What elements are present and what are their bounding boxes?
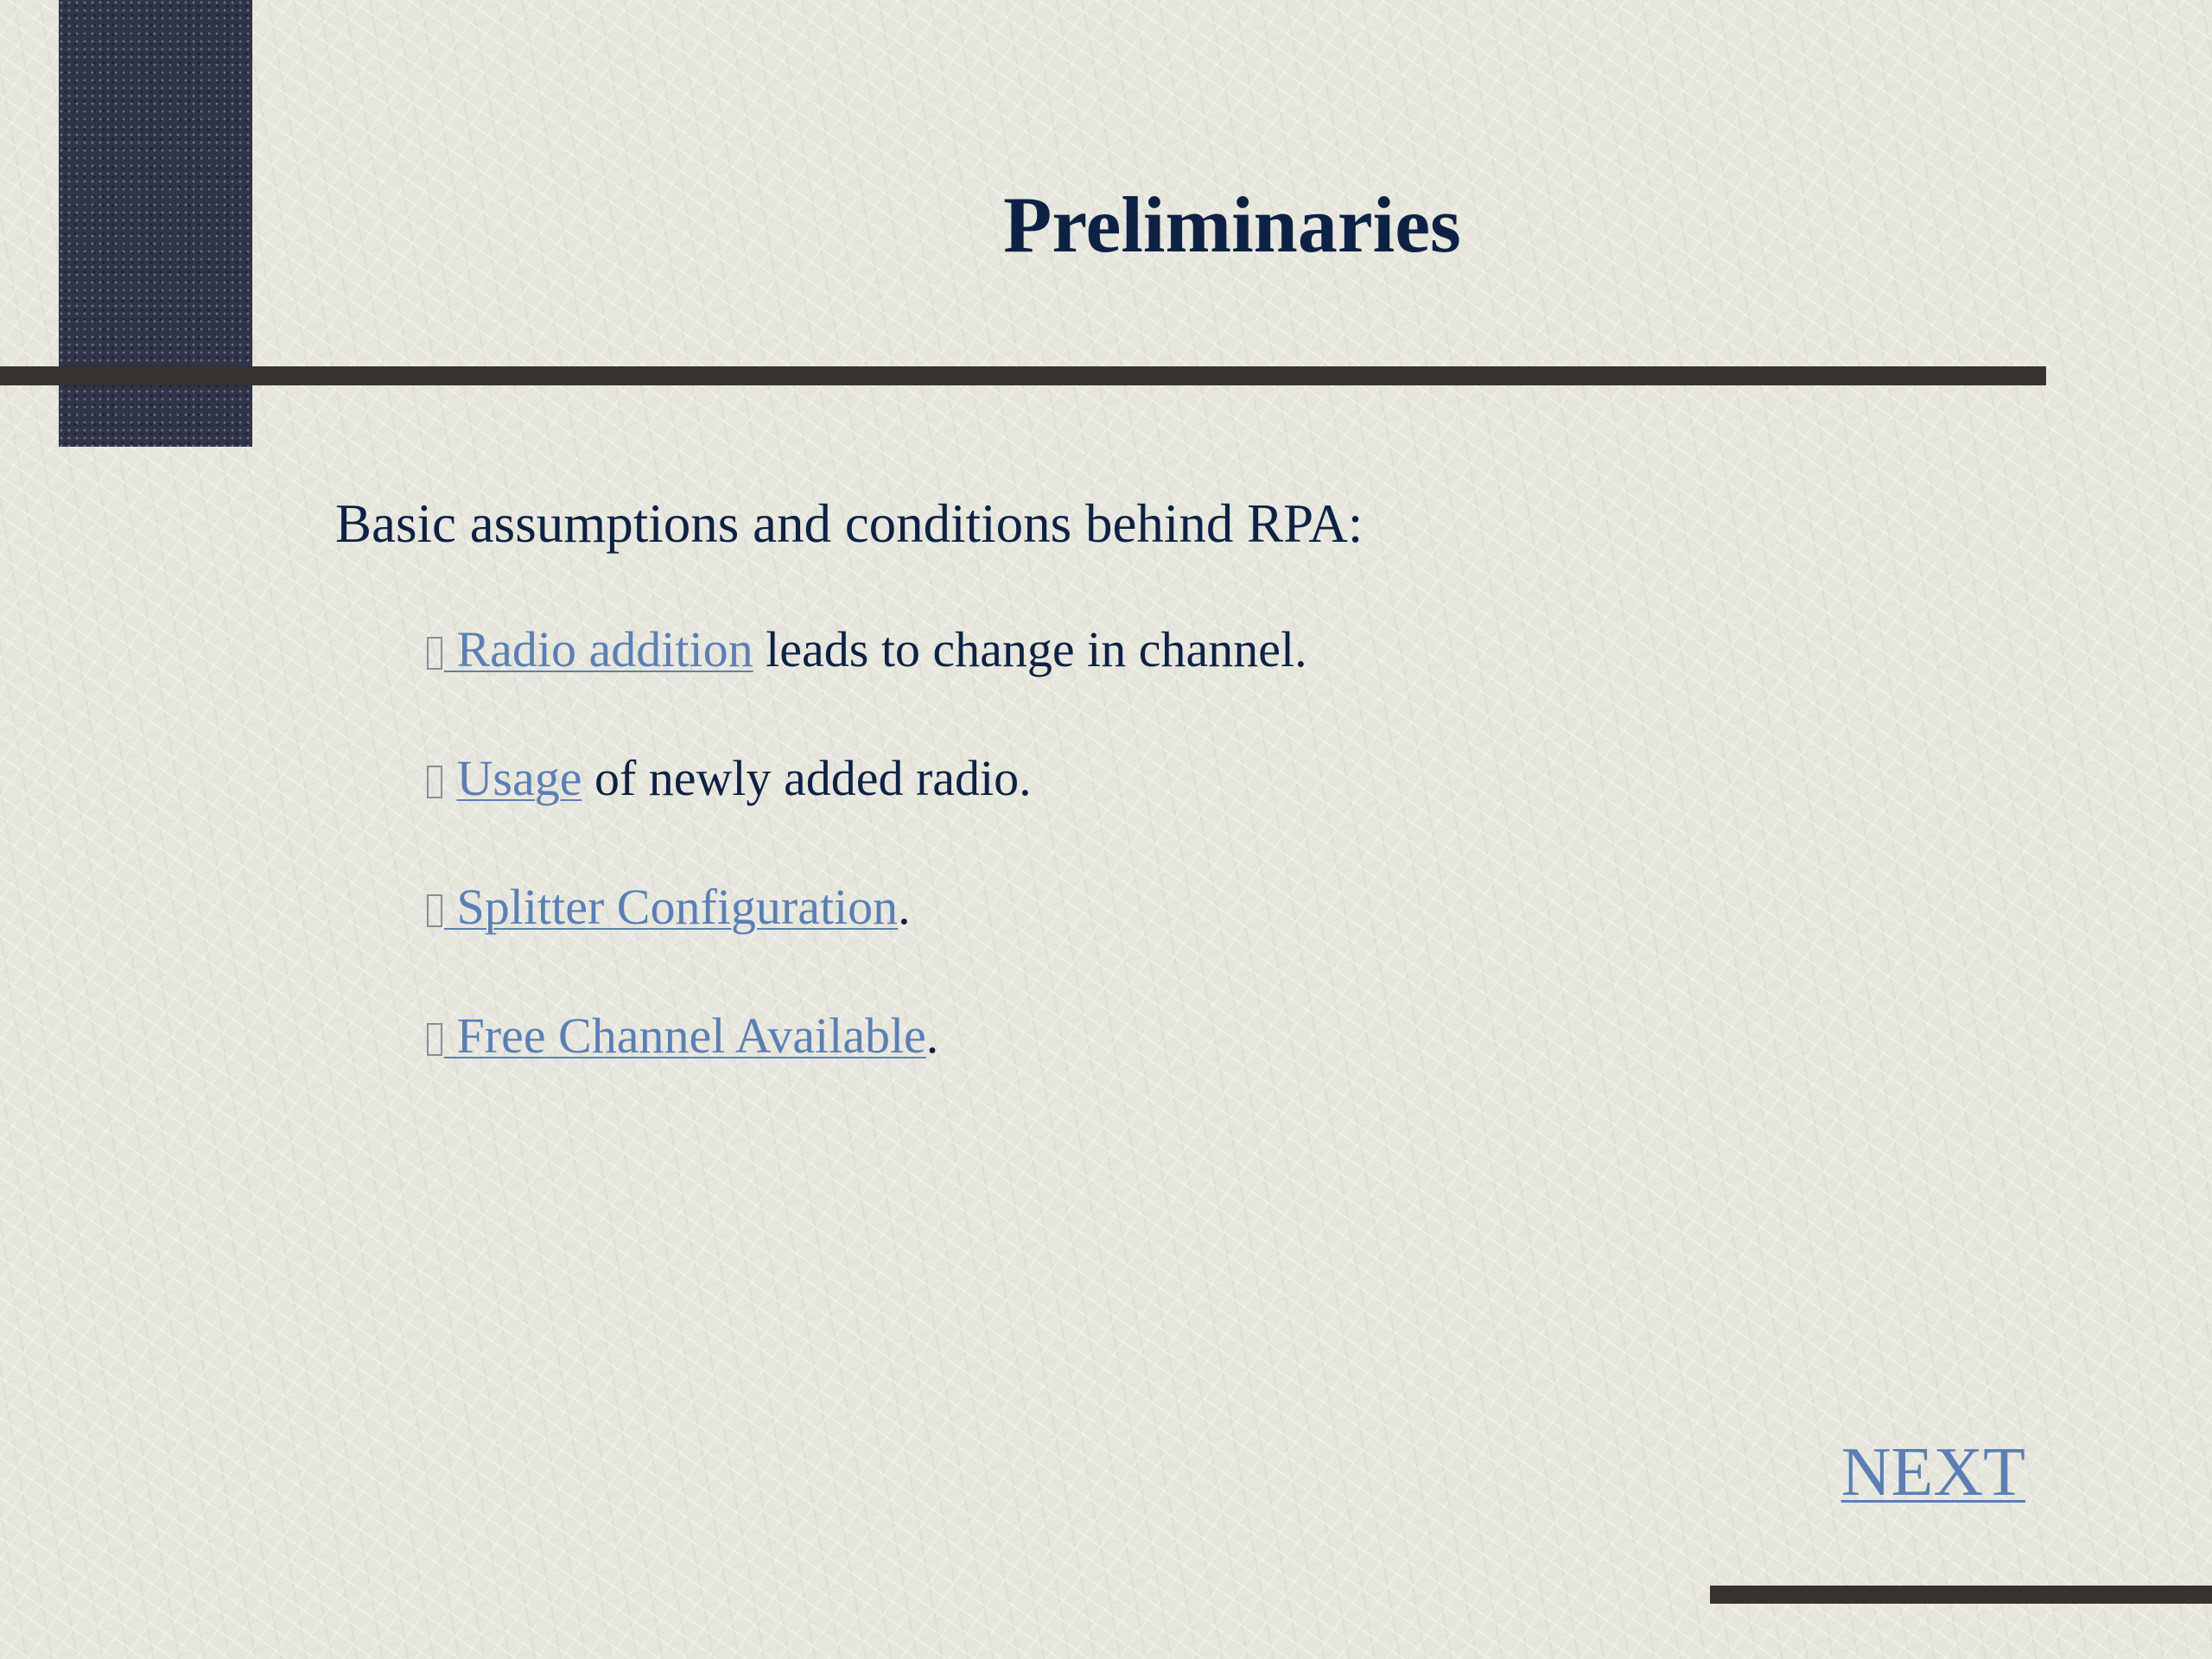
bullet-text: . xyxy=(898,879,911,935)
bullet-icon xyxy=(427,1023,442,1056)
link-usage[interactable]: Usage xyxy=(456,750,582,806)
bullet-list xyxy=(427,622,1307,1137)
bullet-space xyxy=(444,750,457,806)
bullet-icon xyxy=(427,766,442,798)
bullet-icon xyxy=(427,894,442,927)
bullet-text: of newly added radio. xyxy=(582,750,1032,806)
bullet-item-usage xyxy=(427,751,1307,880)
link-lead-space xyxy=(444,879,457,935)
bullet-item-radio-addition xyxy=(427,622,1307,751)
link-lead-space xyxy=(444,621,457,677)
footer-rule xyxy=(1710,1586,2212,1604)
link-lead-space xyxy=(444,1007,457,1064)
link-radio-addition[interactable] xyxy=(444,621,753,677)
link-label: Splitter Configuration xyxy=(456,879,899,935)
title-divider-rule xyxy=(0,366,2046,385)
next-link[interactable]: NEXT xyxy=(1840,1434,2025,1510)
bullet-item-free-channel-available xyxy=(427,1008,1307,1137)
slide-title: Preliminaries xyxy=(1003,181,1461,269)
bullet-text: . xyxy=(925,1007,939,1064)
bullet-icon xyxy=(427,637,442,670)
bullet-text: leads to change in channel. xyxy=(753,621,1307,677)
link-label: Free Channel Available xyxy=(456,1007,926,1064)
link-free-channel-available[interactable] xyxy=(444,1007,926,1064)
bullet-item-splitter-configuration xyxy=(427,880,1307,1008)
link-splitter-configuration[interactable] xyxy=(444,879,898,935)
link-label: Radio addition xyxy=(456,621,753,677)
intro-text: Basic assumptions and conditions behind RPA: xyxy=(335,493,1363,554)
